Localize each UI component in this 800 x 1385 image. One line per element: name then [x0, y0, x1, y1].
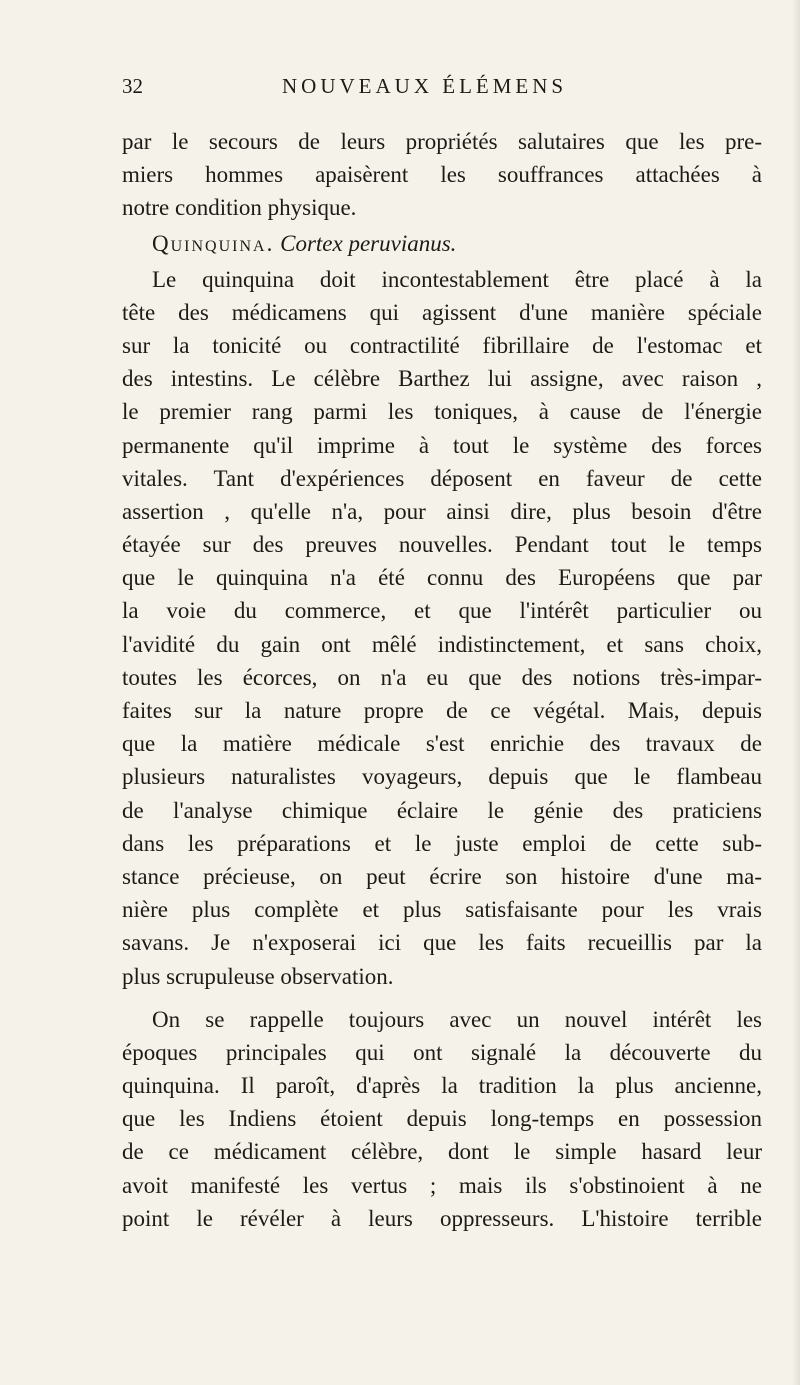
- text-line: point le révéler à leurs oppresseurs. L'histoire terrible: [122, 1205, 762, 1231]
- text-line: la voie du commerce, et que l'intérêt particulier ou: [122, 598, 762, 624]
- section-latin-name: Cortex peruvianus.: [280, 230, 457, 256]
- text-line: stance précieuse, on peut écrire son histoire d'une ma-: [122, 863, 762, 889]
- text-line: que la matière médicale s'est enrichie des travaux de: [122, 731, 762, 757]
- text-line: assertion , qu'elle n'a, pour ainsi dire, plus besoin d'être: [122, 498, 762, 524]
- text-line: plusieurs naturalistes voyageurs, depuis que le flambeau: [122, 764, 762, 790]
- text-line: que les Indiens étoient depuis long-temps en possession: [122, 1106, 762, 1132]
- text-line: de ce médicament célèbre, dont le simple hasard leur: [122, 1139, 762, 1165]
- page-edge-shadow: [792, 0, 800, 1385]
- text-line: le premier rang parmi les toniques, à cause de l'énergie: [122, 399, 762, 425]
- text-line: Le quinquina doit incontestablement être placé à la: [152, 266, 762, 292]
- text-line: notre condition physique.: [122, 195, 357, 221]
- section-name: Quinquina.: [152, 230, 275, 256]
- text-line: quinquina. Il paroît, d'après la tradition la plus ancienne,: [122, 1073, 762, 1099]
- text-line: dans les préparations et le juste emploi de cette sub-: [122, 830, 762, 856]
- running-title: NOUVEAUX ÉLÉMENS: [282, 74, 568, 98]
- text-line: permanente qu'il imprime à tout le système des forces: [122, 432, 762, 458]
- text-line: toutes les écorces, on n'a eu que des notions très-impar-: [122, 664, 762, 690]
- paragraph-gap: [122, 993, 762, 1003]
- text-line: plus scrupuleuse observation.: [122, 963, 394, 989]
- page-number: 32: [122, 74, 143, 98]
- paragraph-1: [122, 263, 762, 993]
- paragraph-2: [122, 1003, 762, 1235]
- text-line: étayée sur des preuves nouvelles. Pendant tout le temps: [122, 532, 762, 558]
- text-line: l'avidité du gain ont mêlé indistinctement, et sans choix,: [122, 631, 762, 657]
- text-line: nière plus complète et plus satisfaisante pour les vrais: [122, 897, 762, 923]
- page-header: [122, 74, 760, 108]
- text-line: faites sur la nature propre de ce végétal. Mais, depuis: [122, 698, 762, 723]
- text-line: savans. Je n'exposerai ici que les faits recueillis par la: [122, 930, 762, 956]
- body-text: [122, 125, 762, 1235]
- text-line: On se rappelle toujours avec un nouvel intérêt les: [152, 1006, 762, 1032]
- text-line: tête des médicamens qui agissent d'une manière spéciale: [122, 299, 762, 325]
- text-line: vitales. Tant d'expériences déposent en faveur de cette: [122, 465, 762, 491]
- text-line: par le secours de leurs propriétés salutaires que les pre-: [122, 129, 762, 154]
- section-heading: [122, 225, 762, 263]
- text-line: miers hommes apaisèrent les souffrances attachées à: [122, 162, 762, 188]
- text-line: que le quinquina n'a été connu des Européens que par: [122, 565, 762, 591]
- text-line: de l'analyse chimique éclaire le génie des praticiens: [122, 797, 762, 823]
- text-line: sur la tonicité ou contractilité fibrillaire de l'estomac et: [122, 332, 762, 358]
- text-line: époques principales qui ont signalé la découverte du: [122, 1039, 762, 1065]
- text-line: des intestins. Le célèbre Barthez lui assigne, avec raison ,: [122, 366, 762, 392]
- text-line: avoit manifesté les vertus ; mais ils s'obstinoient à ne: [122, 1172, 762, 1198]
- intro-paragraph: [122, 125, 762, 225]
